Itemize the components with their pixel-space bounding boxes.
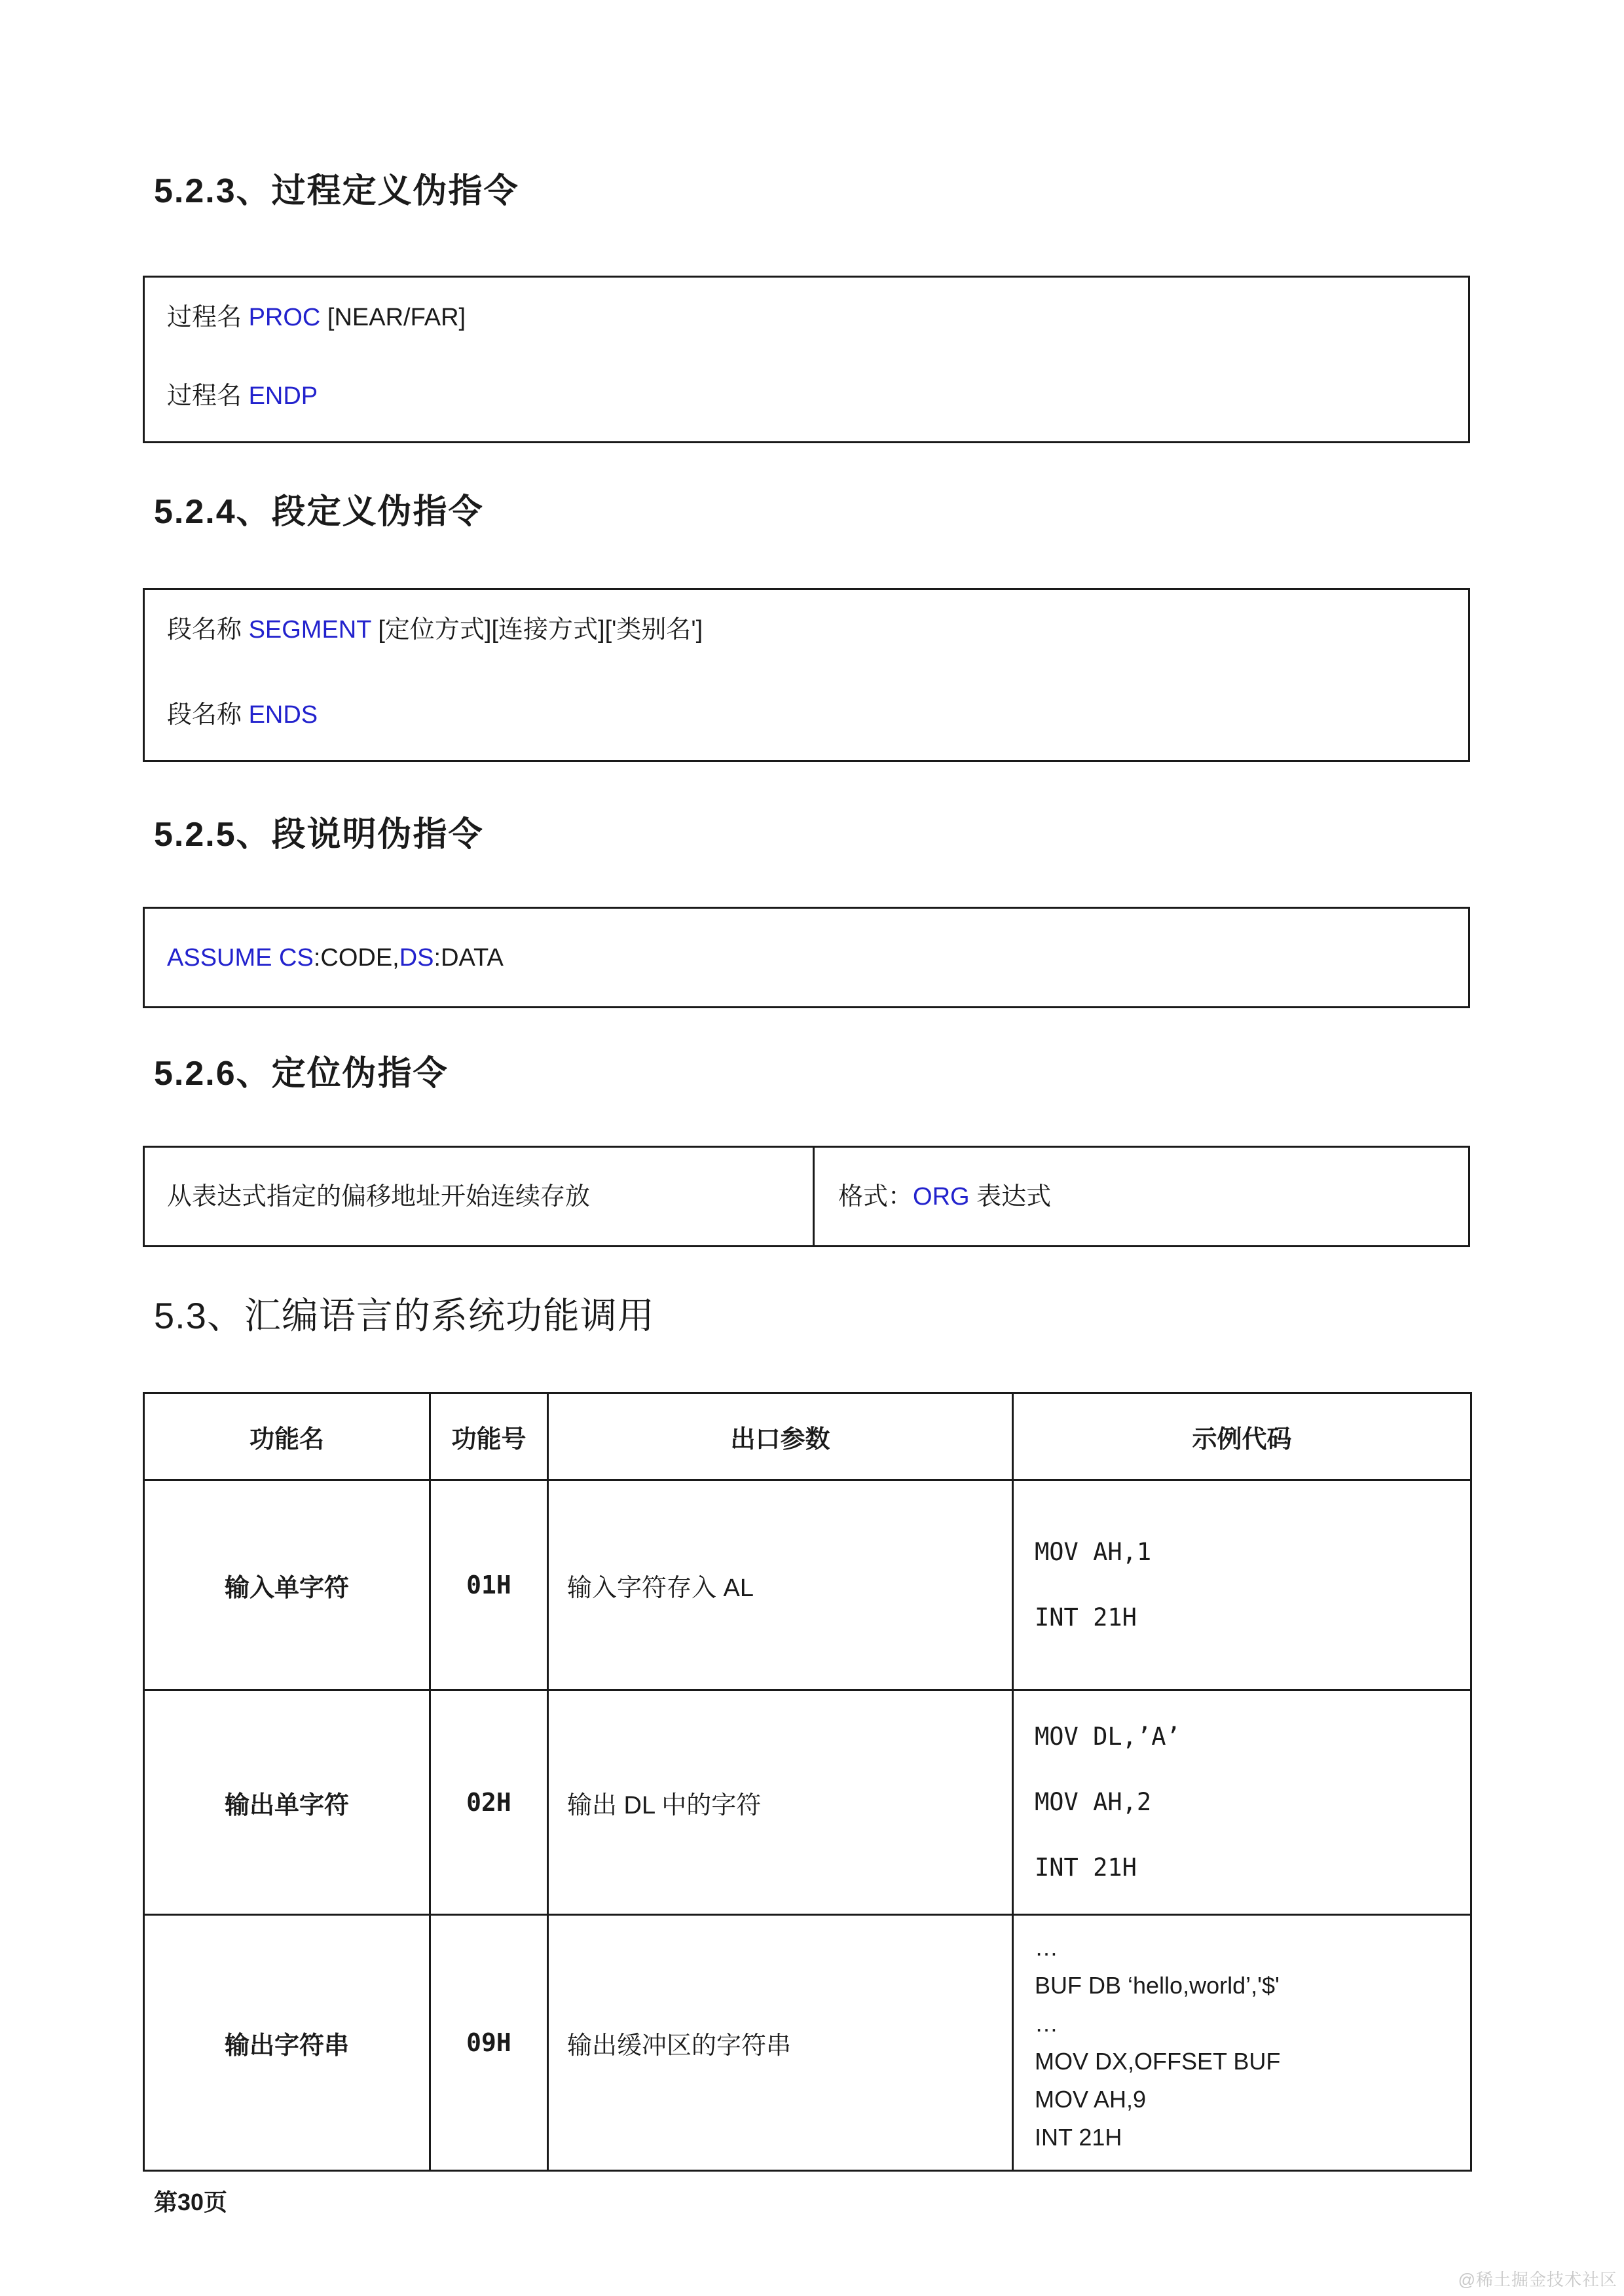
function-number-cell: 01H	[430, 1480, 548, 1690]
code-line: MOV AH,1	[1035, 1538, 1152, 1566]
assume-cs-keyword: ASSUME CS	[167, 943, 314, 972]
proc-line	[167, 305, 1442, 330]
heading-5-3: 5.3、汇编语言的系统功能调用	[154, 1295, 655, 1336]
proc-line-prefix: 过程名	[167, 304, 249, 331]
segment-keyword: SEGMENT	[248, 616, 371, 644]
assume-box	[143, 907, 1470, 1008]
org-keyword: ORG	[913, 1182, 970, 1211]
org-description-text: 从表达式指定的偏移地址开始连续存放	[167, 1182, 591, 1211]
org-format-line	[838, 1184, 1051, 1209]
table-row	[144, 1480, 1471, 1690]
org-format-label: 格式：	[838, 1182, 913, 1211]
column-header-function-name: 功能名	[144, 1393, 430, 1480]
code-line: MOV AH,2	[1035, 1788, 1152, 1816]
assume-code-segment: :CODE,	[313, 943, 399, 972]
segment-line-prefix: 段名称	[167, 616, 249, 644]
example-code-cell	[1013, 1690, 1471, 1915]
heading-5-2-6: 5.2.6、定位伪指令	[154, 1055, 449, 1093]
heading-5-2-4: 5.2.4、段定义伪指令	[154, 493, 484, 531]
code-line: INT 21H	[1035, 2124, 1122, 2151]
code-line: BUF DB ‘hello,world’,'$'	[1035, 1972, 1280, 1999]
code-line: INT 21H	[1035, 1853, 1137, 1882]
heading-5-2-3: 5.2.3、过程定义伪指令	[154, 172, 519, 210]
code-line: MOV DL,’A’	[1035, 1722, 1181, 1751]
code-line: INT 21H	[1035, 1603, 1137, 1631]
exit-param-cell: 输出 DL 中的字符	[548, 1690, 1013, 1915]
system-function-table	[143, 1392, 1472, 2172]
column-header-example-code: 示例代码	[1013, 1393, 1471, 1480]
example-code-cell	[1013, 1480, 1471, 1690]
org-description-cell	[145, 1148, 815, 1245]
example-code-cell	[1013, 1915, 1471, 2171]
proc-definition-box	[143, 276, 1470, 443]
code-line: …	[1035, 2010, 1058, 2037]
ds-keyword: DS	[399, 943, 434, 972]
ends-line	[167, 702, 1442, 727]
assume-line	[167, 945, 1442, 970]
table-header-row	[144, 1393, 1471, 1480]
table-row	[144, 1690, 1471, 1915]
org-format-operand: 表达式	[969, 1182, 1052, 1211]
code-line: MOV DX,OFFSET BUF	[1035, 2048, 1281, 2075]
exit-param-cell: 输入字符存入 AL	[548, 1480, 1013, 1690]
function-number-cell: 02H	[430, 1690, 548, 1915]
proc-keyword: PROC	[248, 304, 321, 331]
function-name-cell: 输入单字符	[144, 1480, 430, 1690]
function-name-cell: 输出单字符	[144, 1690, 430, 1915]
assume-data-segment: :DATA	[434, 943, 504, 972]
exit-param-cell: 输出缓冲区的字符串	[548, 1915, 1013, 2171]
table-row	[144, 1915, 1471, 2171]
function-name-cell: 输出字符串	[144, 1915, 430, 2171]
endp-keyword: ENDP	[248, 382, 318, 410]
segment-line	[167, 617, 1442, 642]
column-header-function-number: 功能号	[430, 1393, 548, 1480]
column-header-exit-params: 出口参数	[548, 1393, 1013, 1480]
heading-5-2-5: 5.2.5、段说明伪指令	[154, 816, 484, 854]
proc-line-suffix: [NEAR/FAR]	[320, 304, 466, 331]
code-line: MOV AH,9	[1035, 2086, 1147, 2113]
ends-line-prefix: 段名称	[167, 701, 249, 729]
org-directive-box	[143, 1146, 1470, 1247]
segment-definition-box	[143, 588, 1470, 762]
page-number: 第30页	[154, 2189, 228, 2215]
segment-line-suffix: [定位方式][连接方式]['类别名']	[371, 616, 703, 644]
watermark-text: @稀土掘金技术社区	[1458, 2270, 1617, 2289]
endp-line-prefix: 过程名	[167, 382, 249, 410]
function-number-cell: 09H	[430, 1915, 548, 2171]
endp-line	[167, 384, 1442, 409]
ends-keyword: ENDS	[248, 701, 318, 729]
org-format-cell	[815, 1148, 1468, 1245]
code-line: …	[1035, 1934, 1058, 1961]
